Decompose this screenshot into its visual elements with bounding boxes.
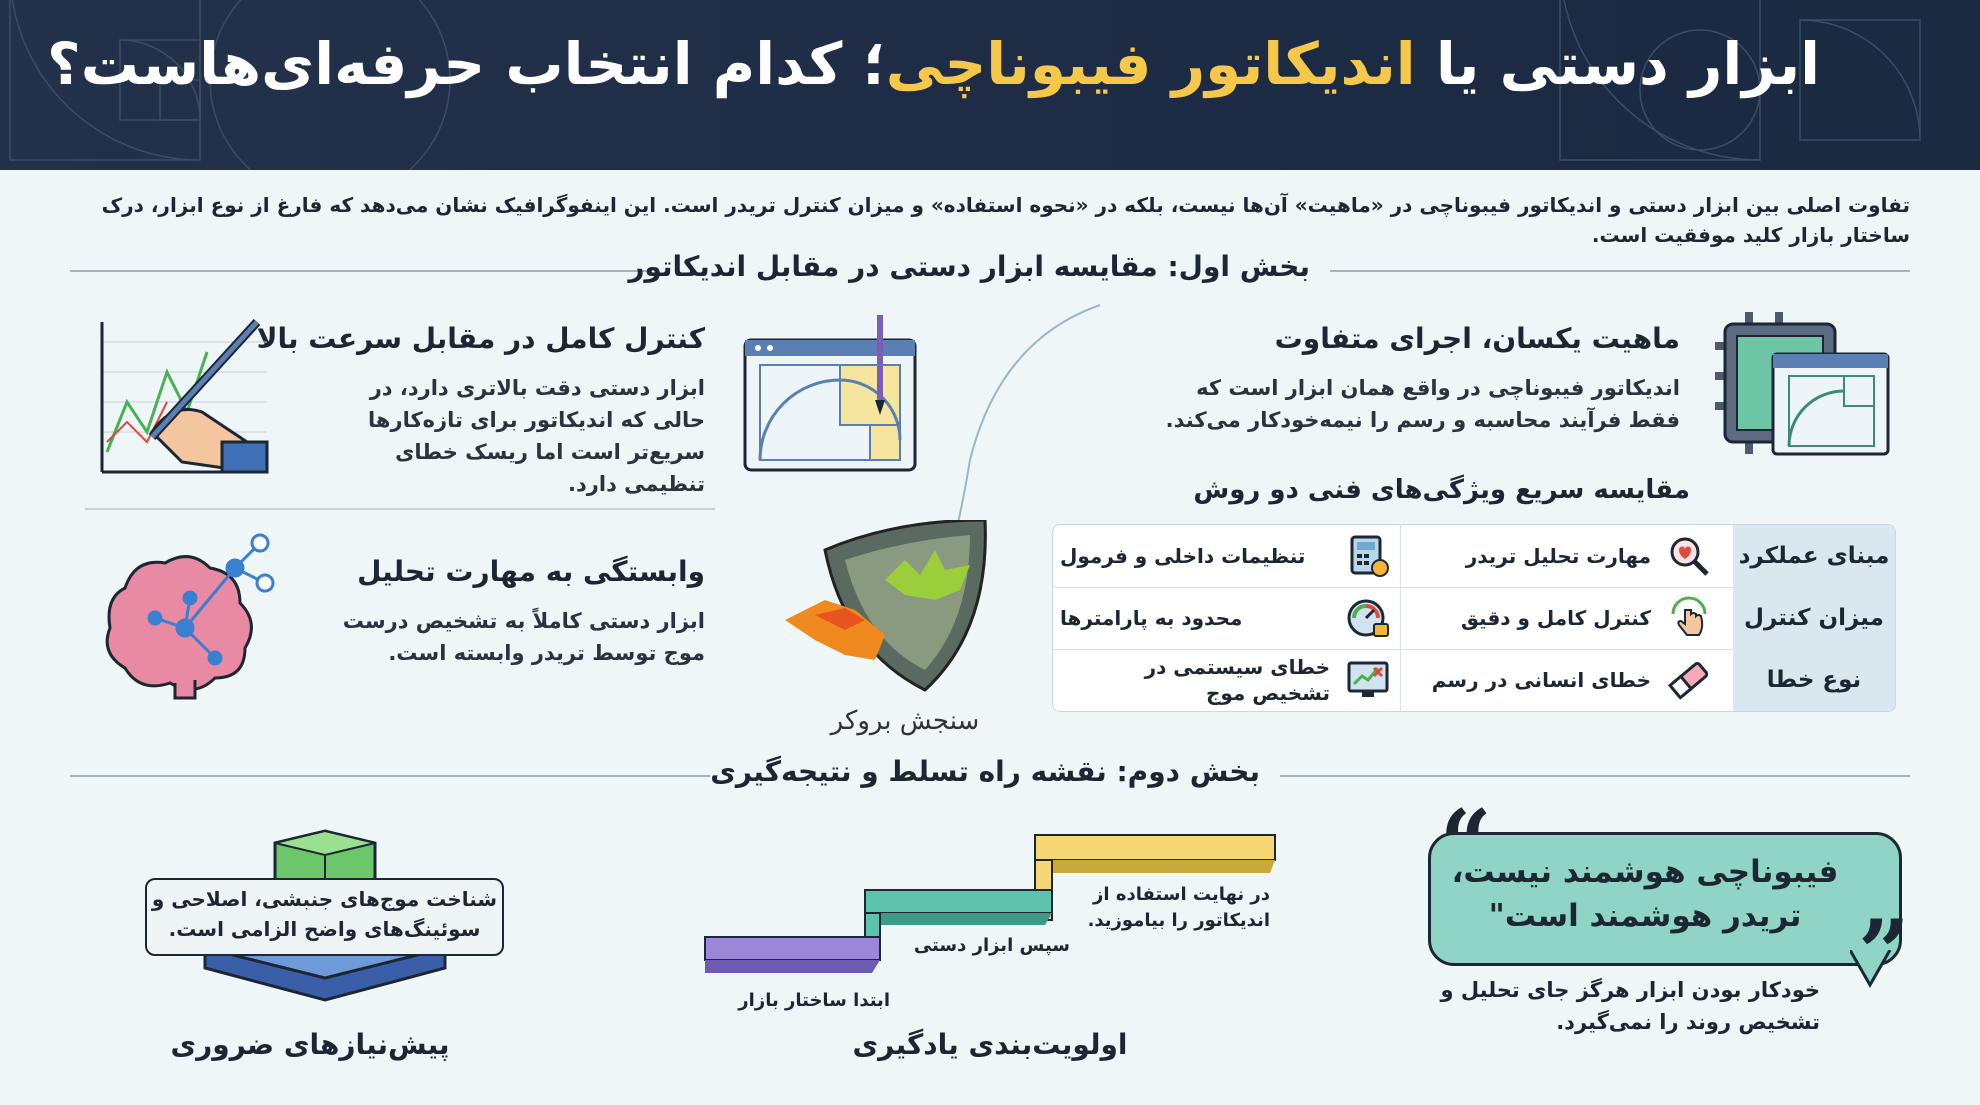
section2-divider-left	[70, 775, 710, 777]
hand-pointer-icon	[1667, 596, 1711, 640]
indicator-cell	[1052, 649, 1401, 711]
section2-divider-right	[1280, 775, 1910, 777]
left-cards-divider	[85, 508, 715, 510]
indicator-value: خطای سیستمی در تشخیص موج	[1144, 655, 1330, 705]
prerequisites-title: پیش‌نیازهای ضروری	[170, 1028, 450, 1061]
prerequisites-box: شناخت موج‌های جنبشی، اصلاحی و سوئینگ‌های واضح الزامی است.	[145, 878, 504, 956]
card-same-title: ماهیت یکسان، اجرای متفاوت	[1274, 322, 1680, 355]
table-title: مقایسه سریع ویژگی‌های فنی دو روش	[1193, 475, 1690, 505]
manual-value: کنترل کامل و دقیق	[1461, 606, 1651, 630]
table-row	[1053, 649, 1895, 711]
learning-priority-title: اولویت‌بندی یادگیری	[852, 1028, 1128, 1061]
section1-title: بخش اول: مقایسه ابزار دستی در مقابل اندیکاتور	[628, 250, 1310, 283]
row-header: نوع خطا	[1733, 649, 1895, 711]
quote-text: فیبوناچی هوشمند نیست، تریدر هوشمند است"	[1451, 854, 1839, 934]
card-skill-title: وابستگی به مهارت تحلیل	[357, 555, 705, 588]
fibonacci-window-icon	[740, 315, 925, 480]
quote-subtext: خودکار بودن ابزار هرگز جای تحلیل و تشخیص روند را نمی‌گیرد.	[1440, 978, 1820, 1034]
gauge-lock-icon	[1346, 596, 1390, 640]
step1-label: ابتدا ساختار بازار	[738, 990, 890, 1011]
card-skill-text: ابزار دستی کاملاً به تشخیص درست موج توسط تریدر وابسته است.	[342, 609, 705, 665]
comparison-table	[1052, 524, 1896, 712]
logo-text: سنجش بروکر	[830, 706, 980, 736]
step2-label: سپس ابزار دستی	[913, 935, 1070, 956]
title-highlight: اندیکاتور فیبوناچی	[885, 30, 1416, 98]
eraser-icon	[1667, 658, 1711, 702]
intro-paragraph: تفاوت اصلی بین ابزار دستی و اندیکاتور فیبوناچی در «ماهیت» آن‌ها نیست، بلکه در «نحوه استفاده» و میزان کنترل تریدر است. این اینفوگرافیک نشان می‌دهد که فارغ از نوع ابزار، درک ساختار بازار کلید موفقیت است.	[101, 193, 1910, 247]
manual-cell	[1411, 525, 1721, 587]
hand-drawing-chart-icon	[92, 312, 277, 482]
indicator-cell	[1052, 525, 1401, 587]
manual-value: خطای انسانی در رسم	[1431, 668, 1651, 692]
card-control-title: کنترل کامل در مقابل سرعت بالا	[256, 322, 705, 355]
card-control-text: ابزار دستی دقت بالاتری دارد، در حالی که اندیکاتور برای تازه‌کارها سریع‌تر است اما ریسک خطای تنظیمی دارد.	[368, 376, 705, 496]
indicator-value: محدود به پارامترها	[1060, 606, 1243, 630]
section1-divider-left	[70, 270, 650, 272]
manual-cell	[1411, 587, 1721, 649]
title-part1: ابزار دستی یا	[1415, 30, 1820, 98]
row-header: مبنای عملکرد	[1733, 525, 1895, 587]
row-header: میزان کنترل	[1733, 587, 1895, 649]
header-banner	[0, 0, 1980, 170]
table-row	[1053, 525, 1895, 588]
manual-cell	[1411, 649, 1721, 711]
brain-network-icon	[95, 528, 275, 703]
page-title	[47, 30, 1820, 98]
magnifier-heart-icon	[1667, 534, 1711, 578]
close-quote-icon: ”	[1858, 900, 1910, 1006]
card-same-text: اندیکاتور فیبوناچی در واقع همان ابزار است که فقط فرآیند محاسبه و رسم را نیمه‌خودکار می‌کند.	[1165, 376, 1680, 432]
indicator-cell	[1052, 587, 1401, 649]
chip-fibonacci-icon	[1705, 312, 1895, 462]
calculator-gear-icon	[1346, 534, 1390, 578]
indicator-value: تنظیمات داخلی و فرمول	[1060, 544, 1306, 568]
step3-label: در نهایت استفاده از اندیکاتور را بیاموزید.	[1087, 884, 1270, 931]
manual-value: مهارت تحلیل تریدر	[1465, 544, 1651, 568]
title-part2: ؛ کدام انتخاب حرفه‌ای‌هاست؟	[47, 30, 886, 98]
broker-logo	[785, 520, 1000, 710]
section2-title: بخش دوم: نقشه راه تسلط و نتیجه‌گیری	[710, 755, 1260, 788]
monitor-error-icon	[1346, 658, 1390, 702]
section1-divider-right	[1330, 270, 1910, 272]
table-row	[1053, 587, 1895, 650]
